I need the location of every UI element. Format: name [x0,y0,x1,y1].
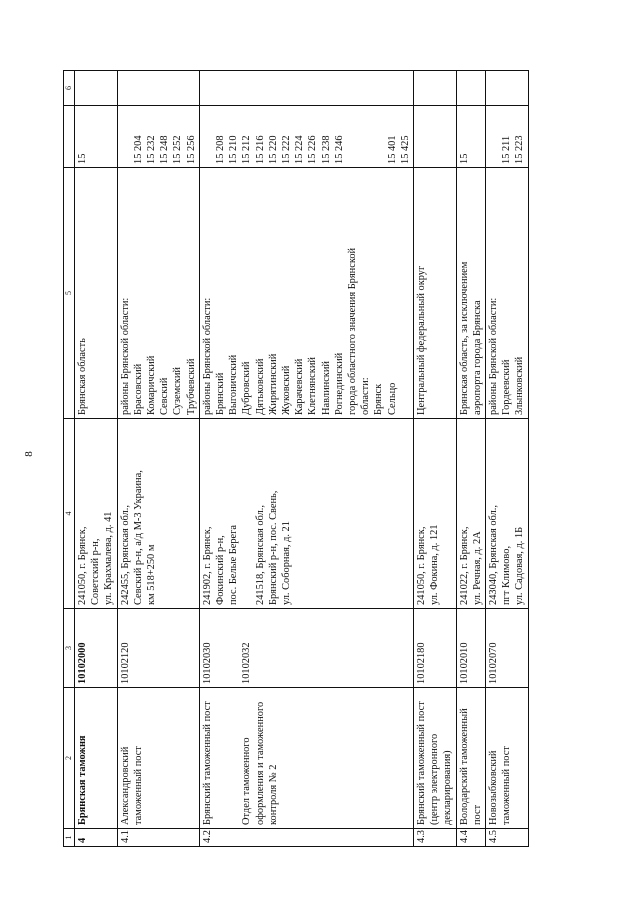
region-line: Навлинский [320,361,332,415]
region-line: районы Брянской области: [119,297,131,415]
region-line: Брянская область, за исключением [458,261,470,415]
okato-codes [486,106,529,168]
spacer [487,109,500,164]
extra-column [75,71,118,106]
region-line: районы Брянской области: [488,297,500,415]
address-line: 243040, Брянская обл., [488,505,500,605]
code-value: 10102180 [416,642,428,684]
okato-line: 15 [77,153,88,164]
address-line: Севский р-н, а/д М-3 Украина, [132,470,144,605]
post-address [199,419,413,609]
post-name-line: Брянский таможенный пост [201,701,213,825]
post-name-line: Володарский таможенный [458,708,470,825]
post-name-line: Брянский таможенный пост [416,701,428,825]
region-line: Брянский [215,372,227,415]
address-line: 242455, Брянская обл., [119,505,131,605]
post-name [199,688,413,829]
post-name-line: пост [471,804,483,825]
address-line: 241518, Брянская обл., [254,505,266,605]
header-cell: 1 [64,829,75,847]
spacer [119,109,132,164]
post-code [414,609,457,688]
region-scope [75,168,118,419]
row-number: 4.4 [456,829,485,847]
address-line: Брянский р-н, пос. Свень, [267,490,279,605]
code-value: 10102032 [241,642,253,684]
extra-column [456,71,485,106]
spacer [201,109,214,164]
spacer [240,422,253,605]
post-name [414,688,457,829]
post-code [199,609,413,688]
rotated-page [63,71,611,847]
post-name-line: оформления и таможенного [254,701,266,825]
address-line: Фокинский р-н, [215,535,227,605]
okato-line: 15 401 [386,135,398,164]
spacer [214,691,227,825]
okato-line: 15 224 [294,135,306,164]
okato-line: 15 226 [307,135,319,164]
okato-line: 15 256 [185,135,197,164]
okato-line: 15 212 [241,135,253,164]
address-line: км 518+250 м [146,544,158,605]
region-scope [199,168,413,419]
header-cell: 2 [64,688,75,829]
page-number: 8 [22,451,35,457]
code-value: 10102070 [488,642,500,684]
header-cell: 4 [64,419,75,609]
spacer [359,109,372,164]
region-line: города областного значения Брянской [347,247,359,415]
header-row [64,71,75,847]
region-line: области: [360,377,372,415]
okato-line: 15 232 [146,135,157,164]
spacer [346,109,359,164]
region-line: Брянская область [77,338,88,415]
address-line: 241022, г. Брянск, [458,526,470,605]
region-line: Клетнянский [307,357,319,415]
address-line: 241050, г. Брянск, [77,526,88,605]
region-line: Гордеевский [501,359,513,415]
header-cell: 3 [64,609,75,688]
table-row [199,71,413,847]
region-scope [486,168,529,419]
spacer [227,691,240,825]
post-name-line: таможенный пост [501,746,513,825]
okato-line: 15 248 [159,135,171,164]
row-number: 4.2 [199,829,413,847]
okato-codes [199,106,413,168]
region-line: Карачевский [294,358,306,415]
row-number: 4.3 [414,829,457,847]
post-name-line: (центр электронного [429,733,441,825]
code-value: 10102000 [77,642,88,684]
row-number: 4.1 [117,829,199,847]
region-scope [456,168,485,419]
post-name-line: Новозыбковский [488,750,500,825]
post-name [75,688,118,829]
okato-codes [414,106,457,168]
post-address [456,419,485,609]
okato-codes [75,106,118,168]
table-row [456,71,485,847]
post-code [486,609,529,688]
address-line: ул. Крахмалева, д. 41 [103,511,115,605]
okato-line: 15 216 [254,135,266,164]
okato-codes [117,106,199,168]
region-line: Севский [159,377,171,415]
extra-column [199,71,413,106]
region-line: Дятьковский [254,358,266,415]
address-line: пос. Белые Берега [228,524,240,605]
address-line: ул. Садовая, д. 1Б [514,526,526,605]
okato-line: 15 246 [333,135,345,164]
okato-line: 15 204 [132,135,144,164]
region-line: Жуковский [281,365,293,415]
post-name-line: таможенный пост [132,746,144,825]
address-line: пгт Климово, [501,545,513,605]
post-address [75,419,118,609]
region-line: Комаричский [146,355,158,415]
region-line: Рогнединский [333,352,345,415]
okato-line: 15 425 [399,135,411,164]
code-value: 10102030 [201,642,213,684]
table-row [75,71,118,847]
post-code [75,609,118,688]
okato-line: 15 210 [228,135,240,164]
address-line: 241050, г. Брянск, [416,526,428,605]
code-value: 10102120 [119,642,131,684]
post-code [456,609,485,688]
row-number: 4 [75,829,118,847]
post-name-line: декларирования) [442,750,454,825]
region-scope [414,168,457,419]
address-line: ул. Соборная, д. 21 [281,521,293,605]
header-cell [64,106,75,168]
region-line: Сельцо [386,382,398,415]
okato-line: 15 222 [281,135,293,164]
extra-column [486,71,529,106]
okato-line: 15 [458,153,470,164]
post-address [414,419,457,609]
region-line: Злынковский [514,356,526,415]
region-line: Дубровский [241,361,253,415]
table-row [414,71,457,847]
region-line: Жирятинский [267,353,279,415]
table-row [486,71,529,847]
okato-line: 15 238 [320,135,332,164]
address-line: ул. Речная, д. 2А [471,531,483,605]
post-name-line: контроля № 2 [267,764,279,825]
post-name-line: Брянская таможня [77,735,88,825]
region-line: Брасовский [132,363,144,415]
post-name-line: Александровский [119,746,131,825]
okato-line: 15 223 [514,135,526,164]
okato-line: 15 208 [215,135,227,164]
spacer [372,109,385,164]
region-line: аэропорта города Брянска [471,300,483,415]
header-cell: 6 [64,71,75,106]
post-address [117,419,199,609]
region-line: Трубчевский [185,358,197,415]
row-number: 4.5 [486,829,529,847]
header-cell: 5 [64,168,75,419]
post-name [456,688,485,829]
region-line: Суземский [172,367,184,415]
extra-column [414,71,457,106]
code-value: 10102010 [458,642,470,684]
region-line: Брянск [373,383,385,415]
spacer [214,612,227,684]
address-line: ул. Фокина, д. 121 [429,524,441,605]
okato-line: 15 252 [172,135,184,164]
extra-column [117,71,199,106]
region-line: Выгоничский [228,354,240,415]
post-name [486,688,529,829]
region-line: Центральный федеральный округ [416,265,428,415]
region-line: районы Брянской области: [201,297,213,415]
post-name-line: Отдел таможенного [241,737,253,825]
address-line: 241902, г. Брянск, [201,526,213,605]
post-name [117,688,199,829]
address-line: Советский р-н, [90,538,102,605]
region-scope [117,168,199,419]
post-code [117,609,199,688]
post-address [486,419,529,609]
customs-table [63,70,529,847]
table-row [117,71,199,847]
spacer [227,612,240,684]
okato-codes [456,106,485,168]
okato-line: 15 220 [267,135,279,164]
okato-line: 15 211 [501,135,513,164]
